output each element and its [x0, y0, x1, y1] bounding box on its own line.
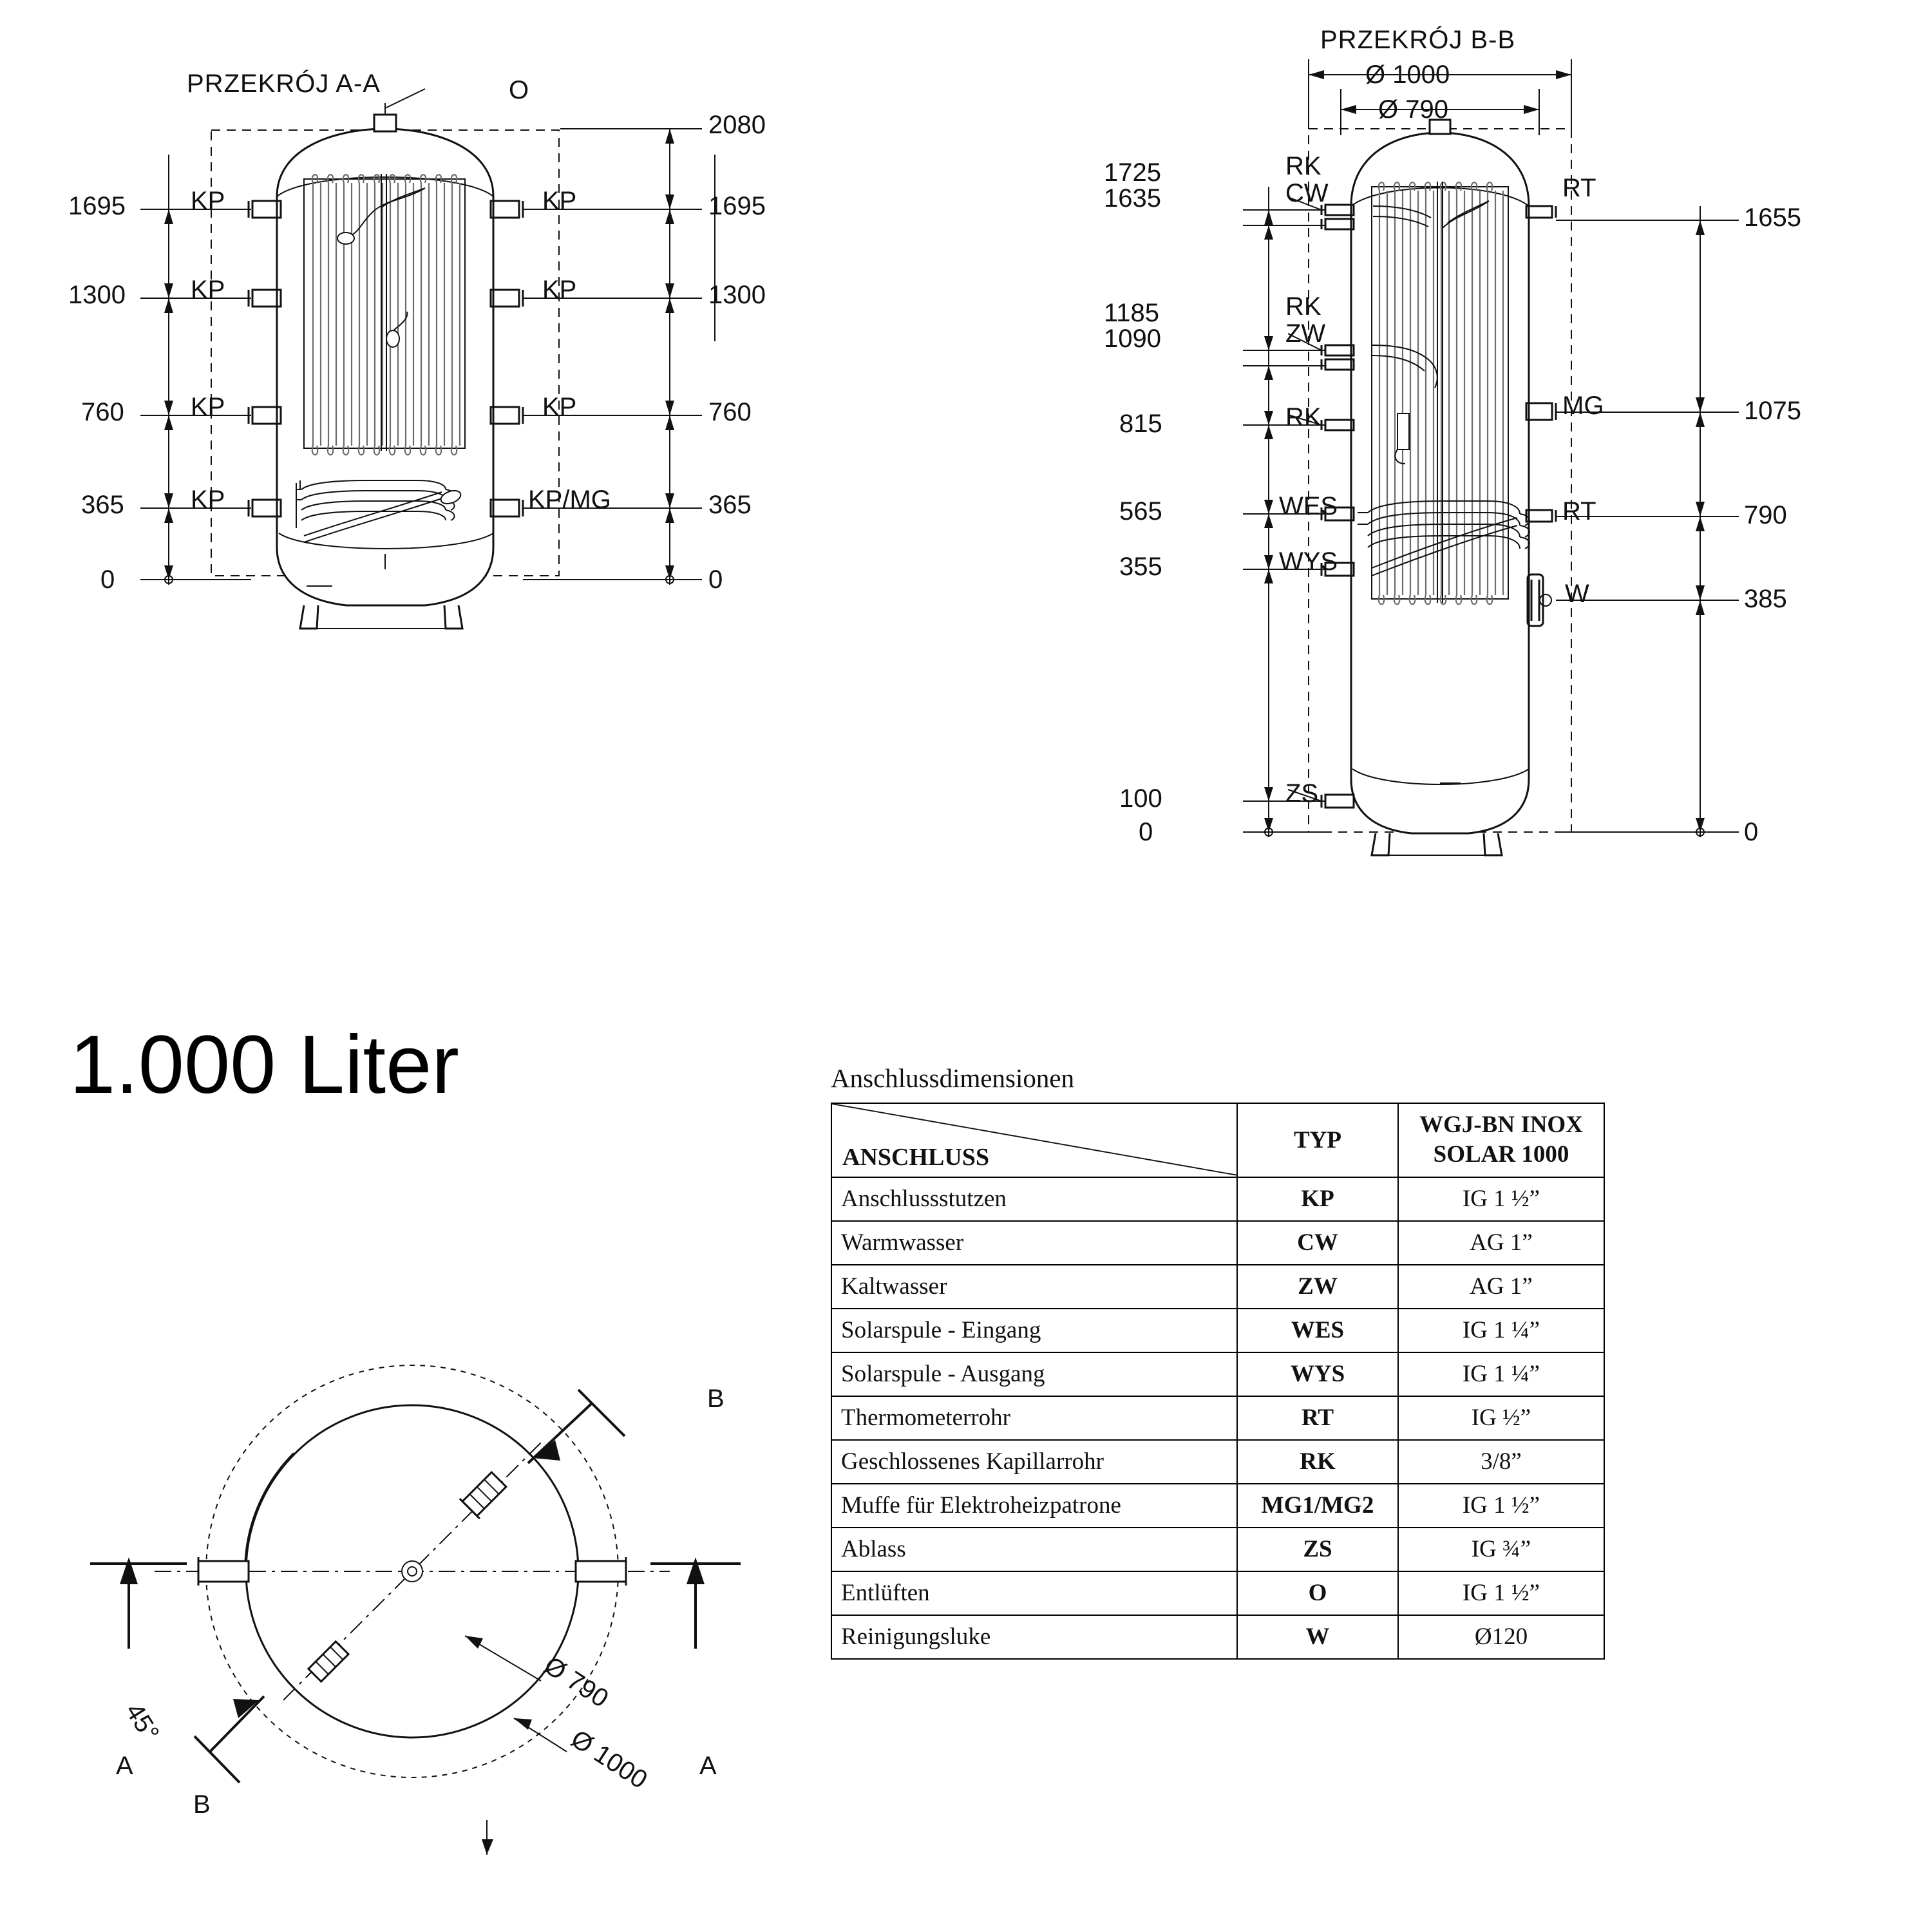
table-row: [831, 1352, 1604, 1396]
row-typ: ZW: [1237, 1265, 1398, 1309]
row-name: Warmwasser: [831, 1221, 1237, 1265]
tag-b-zs: ZS: [1285, 779, 1319, 808]
dim-b-1655: 1655: [1744, 204, 1801, 232]
dim-right-1300: 1300: [708, 281, 766, 309]
table-row: [831, 1528, 1604, 1571]
tag-right-kp-3: KP: [542, 393, 577, 421]
dim-b-right-0: 0: [1744, 818, 1759, 846]
dim-b-1635: 1635: [1104, 184, 1161, 213]
dim-b-1075: 1075: [1744, 397, 1801, 425]
header-model-cell: [1398, 1103, 1604, 1177]
row-value: Ø120: [1398, 1615, 1604, 1659]
section-b-b-drawing: [1095, 13, 1926, 1018]
tag-b-rk-3: RK: [1285, 403, 1321, 431]
row-name: Solarspule - Eingang: [831, 1309, 1237, 1352]
section-b-b-title: PRZEKRÓJ B-B: [1320, 26, 1516, 54]
table-row: [831, 1484, 1604, 1528]
row-name: Kaltwasser: [831, 1265, 1237, 1309]
plan-dia-790: Ø 790: [539, 1651, 614, 1714]
dim-b-1185: 1185: [1104, 299, 1160, 327]
row-typ: O: [1237, 1571, 1398, 1615]
plan-view-drawing: [52, 1301, 811, 1868]
row-name: Anschlussstutzen: [831, 1177, 1237, 1221]
header-model-line2: SOLAR 1000: [1433, 1141, 1569, 1168]
table-header-row: [831, 1103, 1604, 1177]
plan-dia-1000: Ø 1000: [565, 1724, 652, 1795]
row-value: IG 1 ¼”: [1398, 1352, 1604, 1396]
dim-b-100: 100: [1119, 784, 1162, 813]
tag-b-w: W: [1565, 580, 1589, 608]
dim-b-790: 790: [1744, 501, 1787, 529]
row-value: 3/8”: [1398, 1440, 1604, 1484]
tag-b-wys: WYS: [1279, 547, 1338, 576]
row-typ: W: [1237, 1615, 1398, 1659]
dim-b-565: 565: [1119, 497, 1162, 526]
tag-b-rt-2: RT: [1562, 497, 1596, 526]
row-name: Reinigungsluke: [831, 1615, 1237, 1659]
tag-b-zw: ZW: [1285, 319, 1326, 348]
row-value: IG ½”: [1398, 1396, 1604, 1440]
plan-view-svg: [52, 1301, 811, 1868]
section-a-a-title: PRZEKRÓJ A-A: [187, 70, 381, 98]
row-typ: WYS: [1237, 1352, 1398, 1396]
header-model-line1: WGJ-BN INOX: [1419, 1112, 1583, 1138]
row-value: IG 1 ½”: [1398, 1484, 1604, 1528]
plan-angle-45: 45°: [119, 1698, 165, 1747]
section-mark-a-left: A: [116, 1752, 133, 1780]
dim-b-385: 385: [1744, 585, 1787, 613]
dim-left-760: 760: [81, 398, 124, 426]
section-a-a-svg: [64, 39, 786, 876]
row-typ: ZS: [1237, 1528, 1398, 1571]
tag-left-kp-4: KP: [191, 486, 225, 514]
tag-left-kp-3: KP: [191, 393, 225, 421]
row-name: Solarspule - Ausgang: [831, 1352, 1237, 1396]
table-row: [831, 1265, 1604, 1309]
tag-right-kpmg: KP/MG: [528, 486, 611, 514]
row-name: Entlüften: [831, 1571, 1237, 1615]
dim-left-365: 365: [81, 491, 124, 519]
row-typ: RK: [1237, 1440, 1398, 1484]
section-mark-b-top: B: [707, 1385, 724, 1413]
dim-top-2080: 2080: [708, 111, 766, 139]
dim-right-1695: 1695: [708, 192, 766, 220]
table-row: [831, 1221, 1604, 1265]
row-typ: KP: [1237, 1177, 1398, 1221]
dim-b-815: 815: [1119, 410, 1162, 438]
header-anschluss-cell: [831, 1103, 1237, 1177]
row-value: AG 1”: [1398, 1221, 1604, 1265]
row-name: Geschlossenes Kapillarrohr: [831, 1440, 1237, 1484]
tag-b-rk-2: RK: [1285, 292, 1321, 321]
capacity-label: 1.000 Liter: [70, 1019, 459, 1111]
dim-b-0: 0: [1139, 818, 1153, 846]
tag-right-kp-1: KP: [542, 187, 577, 215]
dim-left-0: 0: [100, 565, 115, 594]
row-value: IG 1 ¼”: [1398, 1309, 1604, 1352]
section-mark-a-right: A: [699, 1752, 717, 1780]
table-row: [831, 1571, 1604, 1615]
section-mark-b-bottom: B: [193, 1790, 211, 1819]
table-row: [831, 1177, 1604, 1221]
dim-b-1090: 1090: [1104, 325, 1161, 353]
tag-b-rt-1: RT: [1562, 174, 1596, 202]
table-row: [831, 1396, 1604, 1440]
header-typ-cell: TYP: [1237, 1103, 1398, 1177]
row-typ: CW: [1237, 1221, 1398, 1265]
row-typ: WES: [1237, 1309, 1398, 1352]
row-name: Muffe für Elektroheizpatrone: [831, 1484, 1237, 1528]
row-name: Ablass: [831, 1528, 1237, 1571]
dim-b-355: 355: [1119, 553, 1162, 581]
table-row: [831, 1309, 1604, 1352]
table-row: [831, 1615, 1604, 1659]
connection-dimensions-panel: [831, 1063, 1893, 1660]
dim-left-1695: 1695: [68, 192, 126, 220]
tag-b-rk-1: RK: [1285, 152, 1321, 180]
tag-b-mg: MG: [1562, 392, 1604, 420]
dim-right-0: 0: [708, 565, 723, 594]
dim-b-1725: 1725: [1104, 158, 1161, 187]
dim-outer-diameter: Ø 1000: [1365, 61, 1450, 89]
row-typ: MG1/MG2: [1237, 1484, 1398, 1528]
table-row: [831, 1440, 1604, 1484]
dim-right-760: 760: [708, 398, 752, 426]
tag-right-kp-2: KP: [542, 276, 577, 304]
row-value: IG ¾”: [1398, 1528, 1604, 1571]
row-value: IG 1 ½”: [1398, 1177, 1604, 1221]
dim-inner-diameter: Ø 790: [1378, 95, 1448, 124]
tag-left-kp-2: KP: [191, 276, 225, 304]
tag-o-vent: O: [509, 76, 529, 104]
section-a-a-drawing: [64, 39, 786, 863]
header-anschluss-label: ANSCHLUSS: [842, 1143, 990, 1171]
row-typ: RT: [1237, 1396, 1398, 1440]
row-value: AG 1”: [1398, 1265, 1604, 1309]
tag-b-cw: CW: [1285, 179, 1329, 207]
table-caption: Anschlussdimensionen: [831, 1063, 1075, 1093]
dim-left-1300: 1300: [68, 281, 126, 309]
dim-right-365: 365: [708, 491, 752, 519]
tag-left-kp-1: KP: [191, 187, 225, 215]
row-name: Thermometerrohr: [831, 1396, 1237, 1440]
section-b-b-svg: [1095, 13, 1926, 1018]
connection-dimensions-table: [831, 1103, 1605, 1660]
row-value: IG 1 ½”: [1398, 1571, 1604, 1615]
tag-b-wes: WES: [1279, 492, 1338, 520]
